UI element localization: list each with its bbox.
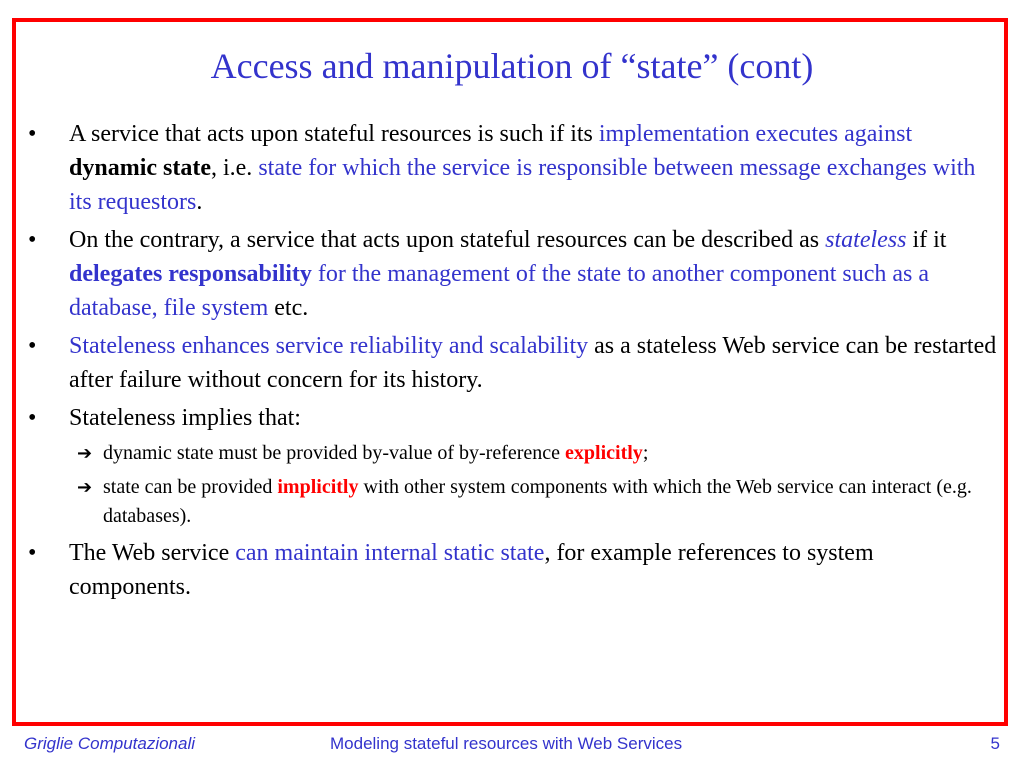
text-segment: with other system components with which the Web service can interact (e.g. databases). <box>103 476 972 527</box>
sub-bullet-item <box>57 473 998 531</box>
text-segment: dynamic state must be provided by-value of by-reference <box>103 442 566 464</box>
emphasis-text: implicitly <box>277 476 359 498</box>
arrow-right-icon: ➔ <box>77 443 93 464</box>
bullet-item <box>28 401 998 531</box>
sub-bullet-list <box>69 439 998 531</box>
bullet-dot-icon: • <box>28 227 37 253</box>
text-segment: as a stateless Web service can be restarted after failure without concern for its history. <box>69 333 997 393</box>
emphasis-text: explicitly <box>565 442 643 464</box>
bullet-list <box>28 117 998 608</box>
bullet-dot-icon: • <box>28 121 37 147</box>
highlight-text: state for which the service is responsible between message exchanges with its requestors <box>69 155 976 215</box>
bold-highlight-text: delegates responsability <box>69 261 312 287</box>
highlight-text: can maintain internal static state <box>235 540 545 566</box>
highlight-text: implementation executes against <box>598 121 913 147</box>
highlight-text: for the management of the state to another component such as a database, file system <box>69 261 930 321</box>
bullet-item <box>28 223 998 325</box>
text-segment: , i.e. <box>210 155 259 181</box>
text-segment: On the contrary, a service that acts upon stateful resources can be described as <box>69 227 826 253</box>
slide-footer <box>0 734 1024 758</box>
text-segment: etc. <box>268 295 309 321</box>
bullet-dot-icon: • <box>28 540 37 566</box>
text-segment: A service that acts upon stateful resources is such if its <box>69 121 599 147</box>
bullet-item <box>28 117 998 219</box>
text-segment: state can be provided <box>103 476 278 498</box>
bullet-item <box>28 536 998 604</box>
footer-course-title: Griglie Computazionali <box>24 734 196 753</box>
text-segment: The Web service <box>69 540 236 566</box>
bullet-item <box>28 329 998 397</box>
text-segment: , for example references to system components. <box>69 540 874 600</box>
bullet-dot-icon: • <box>28 405 37 431</box>
arrow-right-icon: ➔ <box>77 477 93 498</box>
highlight-text: Stateleness enhances service reliability and scalability <box>69 333 589 359</box>
text-segment: Stateleness implies that: <box>69 405 301 431</box>
text-segment: ; <box>642 442 649 464</box>
bold-text: dynamic state <box>69 155 211 181</box>
italic-highlight-text: stateless <box>825 227 907 253</box>
text-segment: . <box>196 189 203 215</box>
text-segment: if it <box>906 227 947 253</box>
page-number: 5 <box>990 734 1000 753</box>
slide-title: Access and manipulation of “state” (cont) <box>210 46 814 86</box>
footer-lecture-title: Modeling stateful resources with Web Services <box>330 734 683 753</box>
sub-bullet-item <box>57 439 998 468</box>
bullet-dot-icon: • <box>28 333 37 359</box>
